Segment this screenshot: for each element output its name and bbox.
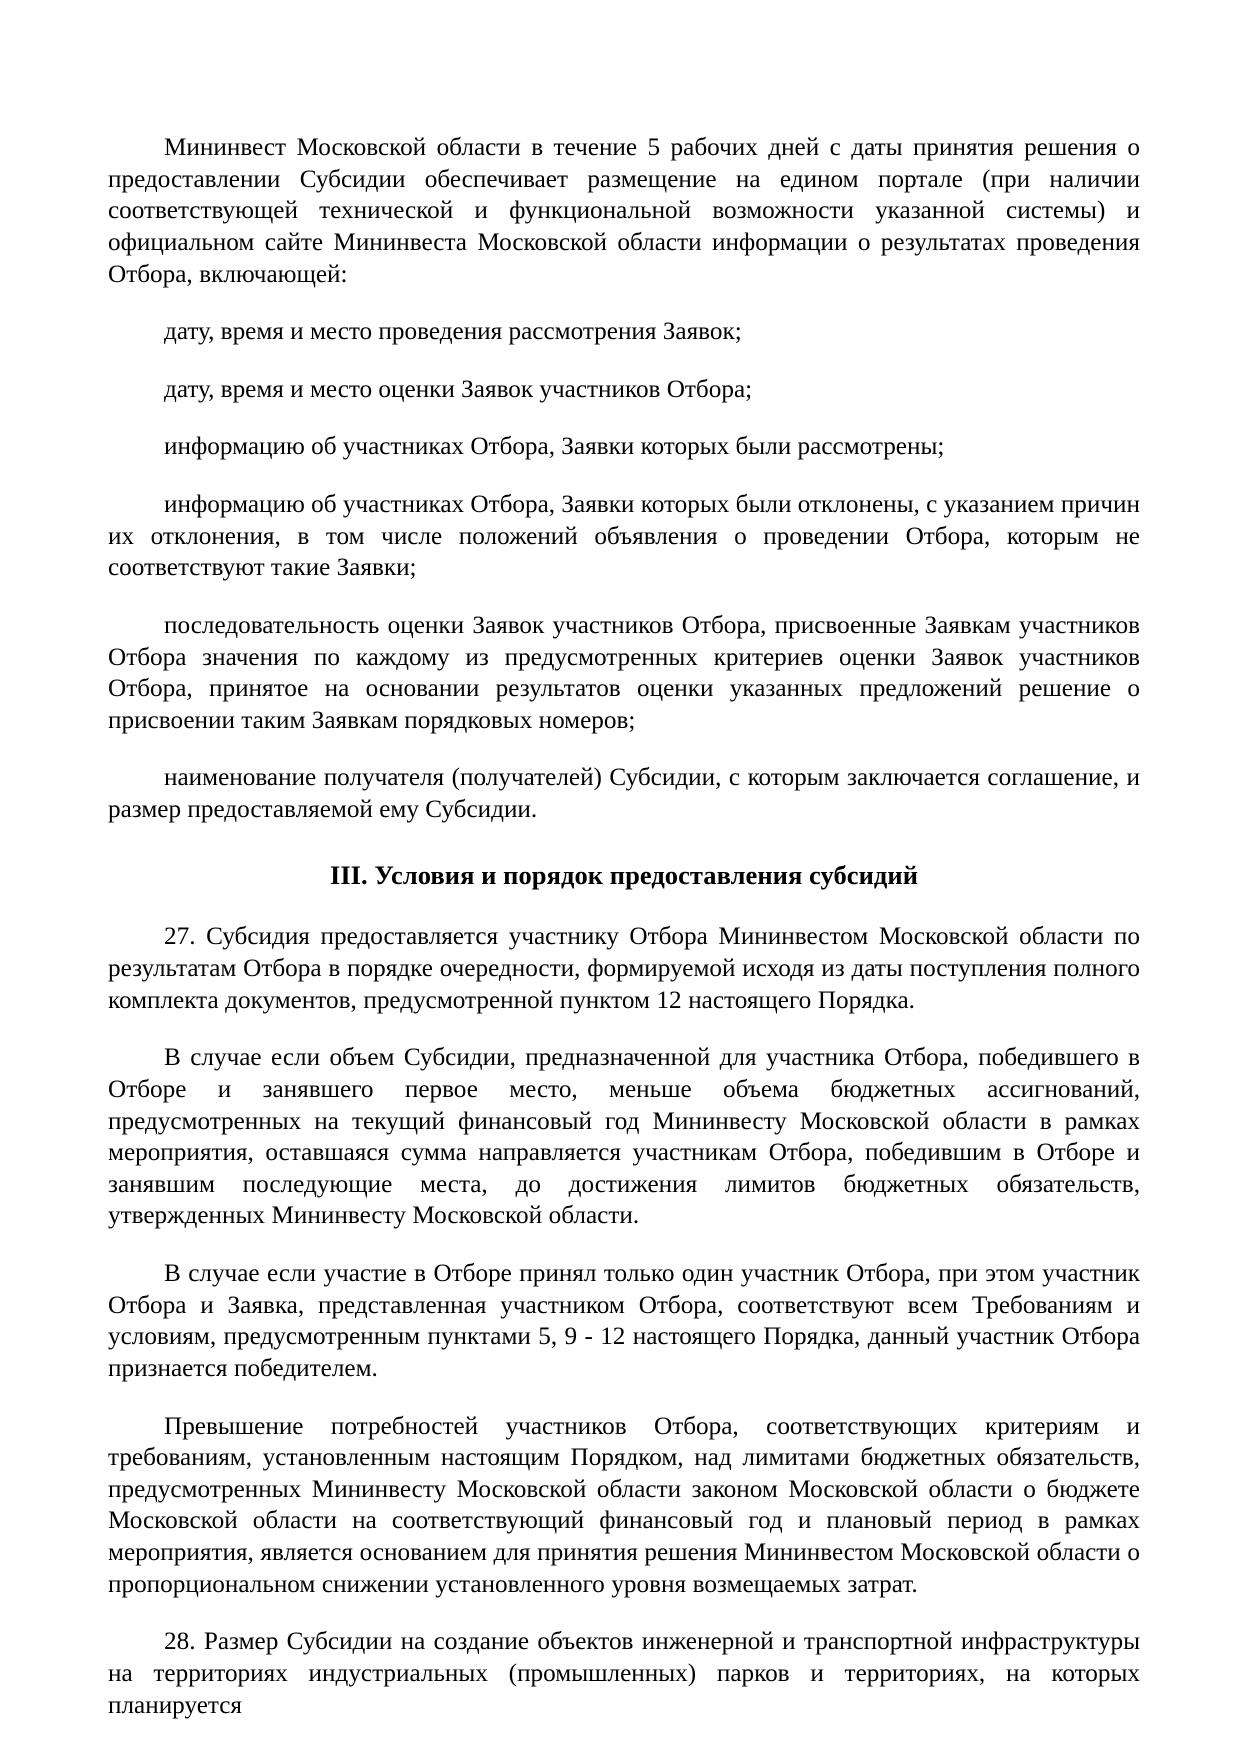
paragraph-27: 27. Субсидия предоставляется участнику Отбора Мининвестом Московской области по результатам Отбора в порядке очередности, формируемой исходя из даты поступления полного комплекта документов, предусмотренной пунктом 12 настоящего Порядка. bbox=[108, 923, 1140, 1014]
document-body bbox=[108, 132, 1140, 1721]
list-item-reviewed-applications: информацию об участниках Отбора, Заявки которых были рассмотрены; bbox=[164, 433, 945, 461]
list-item-evaluation-sequence: последовательность оценки Заявок участников Отбора, присвоенные Заявкам участников Отбора значения по каждому из предусмотренных критериев оценки Заявок участников Отбора, принятое на основании результатов оценки указанных предложений решение о присвоении таким Заявкам порядковых номеров; bbox=[108, 611, 1140, 734]
paragraph-subsidy-volume: В случае если объем Субсидии, предназначенной для участника Отбора, победившего в Отборе и занявшего первое место, меньше объема бюджетных ассигнований, предусмотренных на текущий финансовый год Мининвесту Московской области в рамках мероприятия, оставшаяся сумма направляется участникам Отбора, победившим в Отборе и занявшим последующие места, до достижения лимитов бюджетных обязательств, утвержденных Мининвесту Московской области. bbox=[108, 1044, 1140, 1230]
list-item-recipient-name: наименование получателя (получателей) Субсидии, с которым заключается соглашение, и размер предоставляемой ему Субсидии. bbox=[108, 764, 1140, 823]
list-item-date-time-review: дату, время и место проведения рассмотрения Заявок; bbox=[164, 318, 742, 346]
paragraph-single-participant: В случае если участие в Отборе принял только один участник Отбора, при этом участник Отбора и Заявка, представленная участником Отбора, соответствуют всем Требованиям и условиям, предусмотренным пунктами 5, 9 - 12 настоящего Порядка, данный участник Отбора признается победителем. bbox=[108, 1260, 1140, 1382]
list-item-date-time-evaluation: дату, время и место оценки Заявок участников Отбора; bbox=[164, 375, 753, 403]
list-item-rejected-applications: информацию об участниках Отбора, Заявки которых были отклонены, с указанием причин их отклонения, в том числе положений объявления о проведении Отбора, которым не соответствуют такие Заявки; bbox=[108, 491, 1140, 582]
paragraph-intro: Мининвест Московской области в течение 5 рабочих дней с даты принятия решения о предоставлении Субсидии обеспечивает размещение на едином портале (при наличии соответствующей технической и функциональной возможности указанной системы) и официальном сайте Мининвеста Московской области информации о результатах проведения Отбора, включающей: bbox=[108, 134, 1140, 288]
paragraph-28: 28. Размер Субсидии на создание объектов инженерной и транспортной инфраструктуры на территориях индустриальных (промышленных) парков и территориях, на которых планируется bbox=[108, 1628, 1140, 1719]
paragraph-excess-needs: Превышение потребностей участников Отбора, соответствующих критериям и требованиям, установленным настоящим Порядком, над лимитами бюджетных обязательств, предусмотренных Мининвесту Московской области законом Московской области о бюджете Московской области на соответствующий финансовый год и плановый период в рамках мероприятия, является основанием для принятия решения Мининвестом Московской области о пропорциональном снижении установленного уровня возмещаемых затрат. bbox=[108, 1412, 1140, 1598]
section-heading-iii: III. Условия и порядок предоставления субсидий bbox=[329, 859, 919, 890]
